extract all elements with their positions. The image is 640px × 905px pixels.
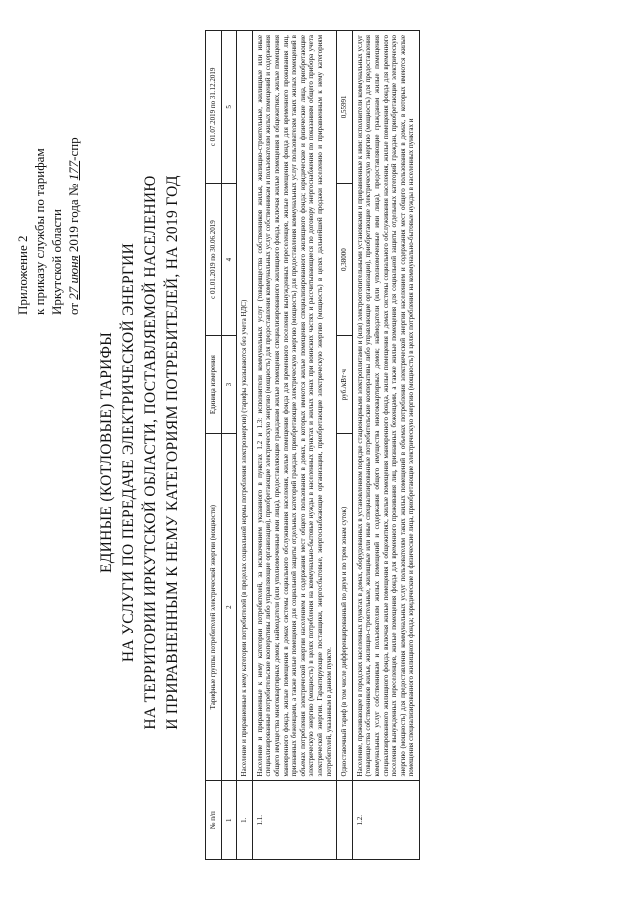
header-num: № п/п xyxy=(206,781,222,860)
annex-prefix: от xyxy=(66,302,81,315)
row-1-1-num: 1.1. xyxy=(252,781,336,860)
annex-number: 177 xyxy=(66,160,81,181)
tariff-description: Одноставочный тариф (в том числе дифференцированный по двум и по трем зонам суток) xyxy=(337,433,353,781)
header-unit: Единица измерения xyxy=(206,336,222,433)
annex-suffix: -спр xyxy=(66,137,81,161)
index-cell: 4 xyxy=(221,183,237,336)
annex-line-3: Иркутской области xyxy=(49,209,64,315)
annex-line-1: Приложение 2 xyxy=(15,235,30,315)
annex-line-4 xyxy=(65,137,82,315)
section-1-row xyxy=(237,31,253,860)
index-cell: 3 xyxy=(221,336,237,433)
header-period-2: с 01.07.2019 по 31.12.2019 xyxy=(206,31,222,184)
row-1-1-tariff xyxy=(337,31,353,860)
title-line-2: НА УСЛУГИ ПО ПЕРЕДАЧЕ ЭЛЕКТРИЧЕСКОЙ ЭНЕРГИИ xyxy=(120,242,137,663)
index-cell: 1 xyxy=(221,781,237,860)
row-1-2-num: 1.2. xyxy=(352,781,419,860)
annex-date: 27 июня xyxy=(66,255,81,300)
tariff-unit: руб./кВт·ч xyxy=(337,336,353,433)
annex-year: 2019 года № xyxy=(66,183,81,253)
title-line-1: ЕДИНЫЕ (КОТЛОВЫЕ) ТАРИФЫ xyxy=(98,331,115,574)
header-groups: Тарифные группы потребителей электрической энергии (мощности) xyxy=(206,433,222,781)
row-1-2-text: Население, проживающее в городских населенных пунктах в домах, оборудованных в установленном порядке стационарными электроплитами и (или) электроотопительными установками и приравненные к ним: исполнители коммунальных услуг (товарищества собственников жилья, жилищно-строительные, жилищные или иные специализированные потребительские кооперативы либо управляющие организации), приобретающие электрическую энергию (мощность) для предоставления коммунальных услуг собственникам и пользователям жилых помещений и содержания общего имущества многоквартирных домов; наймодатели (или уполномоченные ими лица), предоставляющие гражданам жилые помещения специализированного жилищного фонда, включая жилые помещения в общежитиях, жилые помещения маневренного фонда, жилые помещения в домах системы социального обслуживания населения, жилые помещения фонда для временного поселения вынужденных переселенцев, жилые помещения фонда для временного проживания лиц, признанных беженцами, а также жилые помещения для социальной защиты отдельных категорий граждан, приобретающие электрическую энергию (мощность) для предоставления коммунальных услуг пользователям таких жилых помещений в объемах потребления электрической энергии населением и содержания мест общего пользования в домах, в которых имеются жилые помещения специализированного жилищного фонда; юридические и физические лица, приобретающие электрическую энергию (мощность) в целях потребления на коммунально-бытовые нужды в населенных пунктах и xyxy=(352,31,419,781)
section-1-num: 1. xyxy=(237,781,253,860)
row-1-1-text: Население и приравненные к нему категории потребителей, за исключением указанного в пунктах 1.2 и 1.3: исполнители коммунальных услуг (товарищества собственников жилья, жилищно-строительные, жилищные или иные специализированные потребительские кооперативы либо управляющие организации), приобретающие электрическую энергию (мощность) для предоставления коммунальных услуг собственникам и пользователям жилых помещений и содержания общего имущества многоквартирных домов; наймодатели (или уполномоченные ими лица), предоставляющие гражданам жилые помещения специализированного жилищного фонда, включая жилые помещения в общежитиях, жилые помещения маневренного фонда, жилые помещения в домах системы социального обслуживания населения, жилые помещения фонда для временного поселения вынужденных переселенцев, жилые помещения фонда для временного проживания лиц, признанных беженцами, а также жилые помещения для социальной защиты отдельных категорий граждан, приобретающие электрическую энергию (мощность) для предоставления коммунальных услуг пользователям таких жилых помещений в объемах потребления электрической энергии населением и содержания мест общего пользования в домах, в которых имеются жилые помещения специализированного жилищного фонда; юридические и физические лица, приобретающие электрическую энергию (мощность) в целях потребления на коммунально-бытовые нужды в населенных пунктах и жилых зонах при воинских частях и рассчитывающиеся по договору энергоснабжения по показаниям общего прибора учета электрической энергии. Гарантирующие поставщики, энергосбытовые, энергоснабжающие организации, приобретающие электрическую энергию (мощность) в целях дальнейшей продажи населению и приравненным к нему категориям потребителей, указанным в данном пункте. xyxy=(252,31,336,781)
title-line-4: И ПРИРАВНЕННЫМ К НЕМУ КАТЕГОРИЯМ ПОТРЕБИТЕЛЕЙ, НА 2019 ГОД xyxy=(164,175,181,730)
annex-line-2: к приказу службы по тарифам xyxy=(32,148,47,315)
annex-block xyxy=(14,137,82,315)
table-header-row xyxy=(206,31,222,860)
index-cell: 5 xyxy=(221,31,237,184)
index-cell: 2 xyxy=(221,433,237,781)
row-1-2 xyxy=(352,31,419,860)
empty-cell xyxy=(337,781,353,860)
row-1-1 xyxy=(252,31,336,860)
tariff-table xyxy=(205,30,420,860)
header-period-1: с 01.01.2019 по 30.06.2019 xyxy=(206,183,222,336)
tariff-value-h1: 0,38000 xyxy=(337,183,353,336)
table-index-row xyxy=(221,31,237,860)
tariff-value-h2: 0,55991 xyxy=(337,31,353,184)
title-line-3: НА ТЕРРИТОРИИ ИРКУТСКОЙ ОБЛАСТИ, ПОСТАВЛЯЕМОЙ НАСЕЛЕНИЮ xyxy=(142,175,159,730)
section-1-text: Население и приравненные к нему категории потребителей (в пределах социальной нормы потребления электроэнергии) (тарифы указываются без учета НДС) xyxy=(237,31,253,781)
